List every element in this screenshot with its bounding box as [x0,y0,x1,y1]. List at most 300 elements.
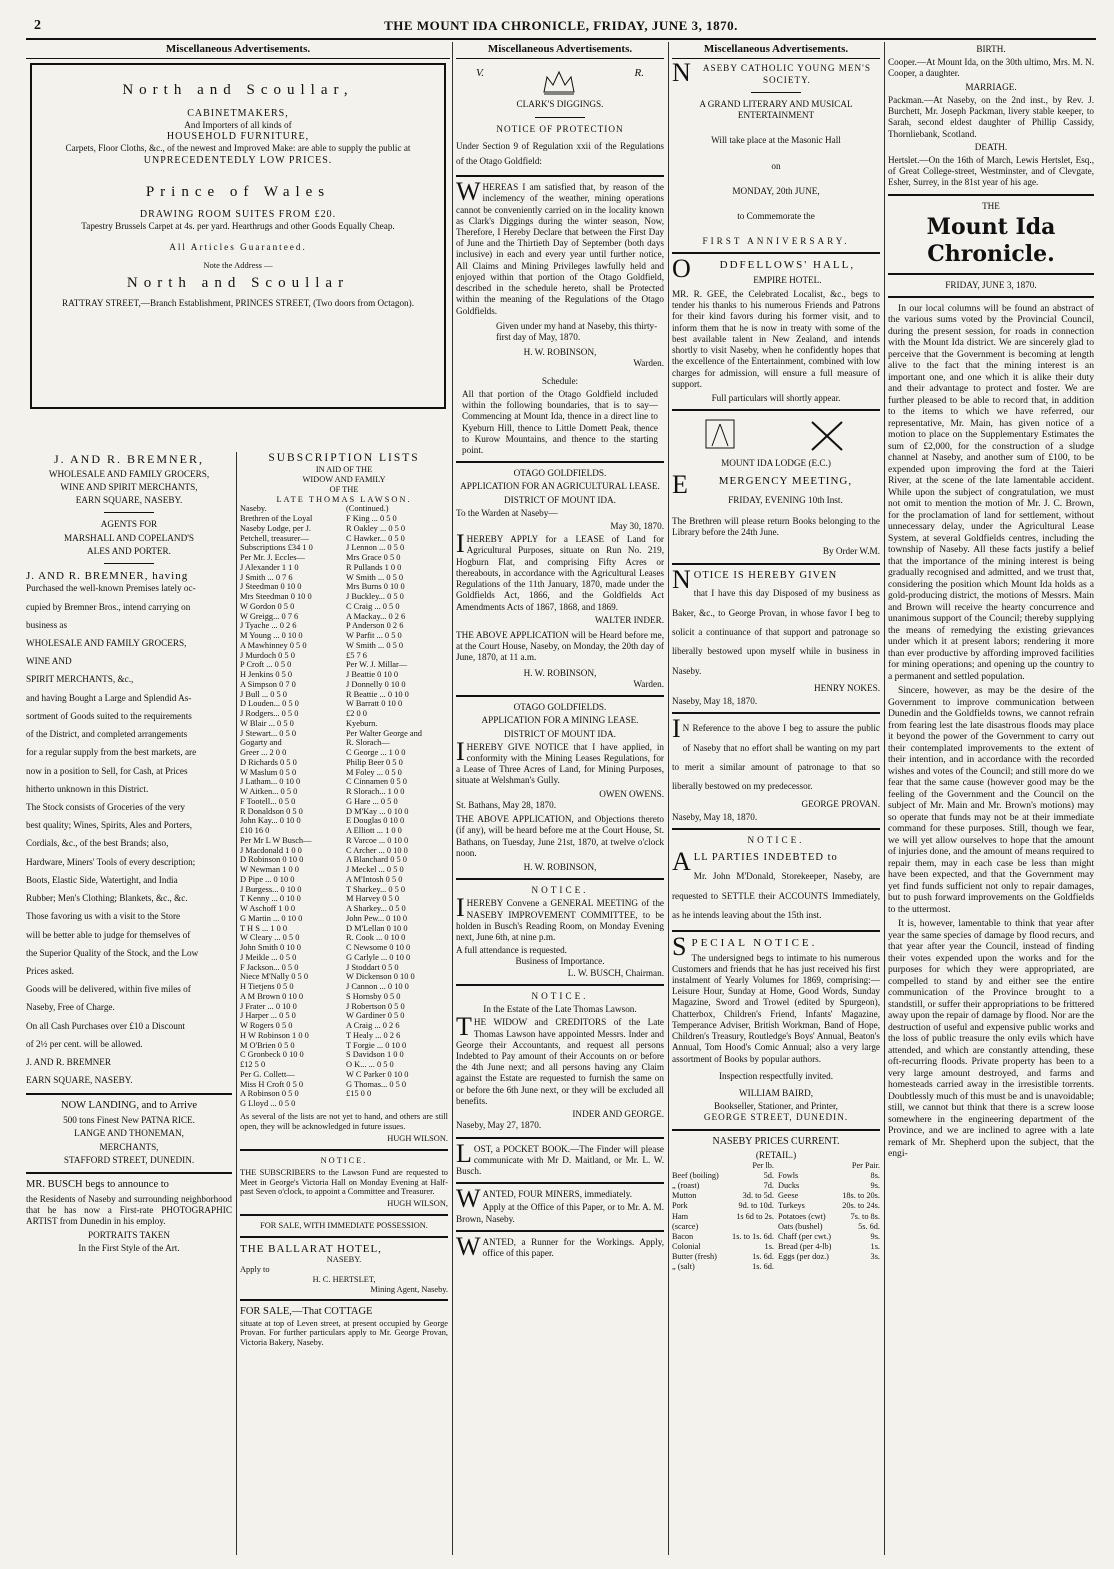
price-row [672,1252,774,1262]
running-title: THE MOUNT IDA CHRONICLE, FRIDAY, JUNE 3, 1870. [384,18,738,33]
ad-signature: GEORGE PROVAN. [801,798,880,809]
price-value: 1s 6d to 2s. [736,1211,774,1221]
price-item: Potatoes (cwt) [778,1211,826,1221]
list-item: E Douglas 0 10 0 [346,816,405,826]
list-item: J Macdonald 1 0 0 [240,845,302,855]
list-item: Prices asked. [26,965,74,976]
list-item: Naseby Lodge, per J. [240,523,311,533]
ad-title: North and Scoullar, [122,82,354,99]
ad-body: WANTED, a Runner for the Workings. Apply, office of this paper. [456,1231,664,1261]
price-value: 8s. [870,1171,880,1181]
ad-signature: H. W. ROBINSON, [523,347,597,358]
price-table [672,1161,880,1272]
price-item: Chaff (per cwt.) [778,1231,832,1241]
price-item: Bacon [672,1231,694,1241]
list-item: T Forgie ... 0 10 0 [346,1040,407,1050]
price-row [778,1191,880,1201]
column-rule [884,42,885,1555]
cipher-v: V. [476,67,485,80]
ad-line: (RETAIL.) [755,1149,797,1160]
list-item: of the District, and completed arrangements [26,729,188,740]
list-item: Boots, Elastic Side, Watertight, and India [26,874,178,885]
ad-body: the Residents of Naseby and surrounding neighborhood that he has now a First-rate PHOTOGRAPHIC ARTIST from Dunedin in his employ. [26,1193,232,1227]
notice-heading: DEATH. [974,141,1008,152]
price-value: 7d. [763,1181,774,1191]
list-item: J Harper ... 0 5 0 [240,1011,296,1021]
list-item: Goods will be delivered, within five miles of [26,984,191,995]
busch-ad [26,1179,232,1254]
ad-line: WHOLESALE AND FAMILY GROCERS, [48,468,210,479]
list-item: John Pew... 0 10 0 [346,913,408,923]
ad-line: HOUSEHOLD FURNITURE, [166,131,310,143]
ad-body: IHEREBY Convene a GENERAL MEETING of the NASEBY IMPROVEMENT COMMITTEE, to be holden in Busch's Reading Room, on Monday Evening next, June 6th, at nine p.m. [456,893,664,943]
ad-signature: WILLIAM BAIRD, [739,1087,813,1098]
ad-title: NOTICE OF PROTECTION [496,123,624,134]
ad-line: MONDAY, 20th JUNE, [732,185,820,196]
price-item: (scarce) [672,1221,699,1231]
list-item: £5 7 6 [346,650,367,660]
list-item: W Maslum 0 5 0 [240,767,297,777]
list-item: H W Robinson 1 0 0 [240,1030,309,1040]
list-item: T H S ... 1 0 0 [240,923,288,933]
ad-title: OTAGO GOLDFIELDS. [513,468,607,479]
editorial-paragraph: It is, however, lamentable to think that year after year the same species of damage by flood recurs, and that year after year the Council, instead of finding their votes expended upon the works and for the purposes for which they were appropriated, are compelled to stand by and either see the entire communication of the Province brought to a standstill, or suffer their appropriations to be frittered away upon the repair of damage by flood. Nor are the destruction of useful and expensive public works and the loss of public treasure the only evils which have attended, and which are constantly attending, these oft-recurring floods. Private property has been to a very large amount destroyed, and farms and homesteads carried away in the irresistible torrents. Doubtlessly much of this must be and is unavoidable; still, we cannot but think that there is a screw loose somewhere in the engineering department of the Province, and we are inclined to agree with a late remark of Mr. Shepherd upon the subject, that the engi- [888,918,1094,1160]
page-number: 2 [34,18,42,33]
list-item: R. Slorach— [346,738,390,748]
ad-line: St. Bathans, May 28, 1870. [456,799,557,810]
crown-icon [539,67,579,97]
price-row [672,1201,774,1211]
price-row [778,1181,880,1191]
list-item: W Smith ... 0 5 0 [346,572,404,582]
list-item: Per G. Collett— [240,1069,295,1079]
price-value: 3d. to 5d. [742,1191,774,1201]
list-item: Per Mr. J. Eccles— [240,553,305,563]
list-item: A Mackay... 0 2 6 [346,611,406,621]
ad-signature: OWEN OWENS. [599,788,664,799]
price-row [672,1171,774,1181]
list-item: H Jenkins 0 5 0 [240,670,293,680]
subscription-table [240,504,448,1109]
list-item: J Latham... 0 10 0 [240,777,301,787]
list-item: M Harvey 0 5 0 [346,894,400,904]
price-row [672,1181,774,1191]
list-item: W Gordon 0 5 0 [240,601,295,611]
ad-title: NOTICE. [531,990,589,1001]
price-value: 1s. [764,1241,774,1251]
list-item: £15 0 0 [346,1089,372,1099]
ad-title: J. AND R. BREMNER, having [26,569,189,582]
price-item: Pork [672,1201,688,1211]
price-value: 20s. to 24s. [842,1201,880,1211]
list-item: J Frater ... 0 10 0 [240,1001,297,1011]
ad-title: SPECIAL NOTICE. [672,932,818,962]
ad-body: IHEREBY GIVE NOTICE that I have applied, in conformity with the Mining Leases Regulations, for a Lease of Three Acres of Land, for Mining Purposes, situate at Welshman's Gully. [456,736,664,786]
notice-body: Packman.—At Naseby, on the 2nd inst., by Rev. J. Burchett, Mr. Joseph Packman, livery stable keeper, to Sarah, second eldest daughter of Phillip Cassidy, Thornliebank, Scotland. [888,94,1094,139]
price-item: „ (roast) [672,1181,700,1191]
list-item: J Stewart... 0 5 0 [240,728,297,738]
list-item: Subscriptions £34 1 0 [240,543,313,553]
ad-body: The Brethren will please return Books belonging to the Library before the 24th June. [672,516,880,538]
list-item: A Simpson 0 7 0 [240,679,296,689]
running-head [26,14,1096,40]
ad-signature: HUGH WILSON. [387,1134,448,1144]
notice-heading: BIRTH. [976,44,1006,54]
price-row [672,1191,774,1201]
ad-body: MR. R. GEE, the Celebrated Localist, &c., begs to tender his thanks to his numerous Friends and Patrons for their kind favors during his former visit, and to inform them that he is now in treaty with some of the best available talent in New Zealand, and intends shortly to visit Naseby, when he confidently hopes that the excellence of the Entertainment, combined with low charges for admission, will ensure a full measure of support. [672,289,880,389]
list-item: Philip Beer 0 5 0 [346,757,403,767]
list-item: C George ... 1 0 0 [346,748,406,758]
ad-title: DISTRICT OF MOUNT IDA. [504,494,616,505]
list-item: M Young ... 0 10 0 [240,631,303,641]
list-item: D Richards 0 5 0 [240,757,297,767]
list-item: R. Cook ... 0 10 0 [346,933,406,943]
list-item: John Smith 0 10 0 [240,943,301,953]
ad-line: on [771,160,781,171]
ad-line: Inspection respectfully invited. [718,1070,834,1081]
ad-body: LOST, a POCKET BOOK.—The Finder will please communicate with Mr D. Maitland, or Mr. L. W. Busch. [456,1138,664,1176]
list-item: W Aitken... 0 5 0 [240,787,298,797]
list-item: W Parfit ... 0 5 0 [346,631,402,641]
list-item: J Alexander 1 1 0 [240,562,299,572]
ad-body: WHEREAS I am satisfied that, by reason of the inclemency of the weather, mining operations cannot be conveniently carried on in the locality known as Clark's Diggings during the winter season, Now, Therefore, I Hereby Declare that between the First Day of June and the Thirtieth Day of September (both days inclusive) in each and every year until further notice, All Claims and Mining Privileges lawfully held and enjoyed within that portion of the Otago Goldfield, described in the schedule hereto, shall be Protected within the meaning of the Regulations of the Otago Goldfields. [456,177,664,316]
section-header: Miscellaneous Advertisements. [672,42,880,59]
ad-line: PORTRAITS TAKEN [88,1229,170,1240]
list-item: Kyeburn. [346,718,378,728]
price-item: Turkeys [778,1201,805,1211]
section-header: Miscellaneous Advertisements. [26,42,450,59]
list-item: D M'Lellan 0 10 0 [346,923,408,933]
list-item: WINE AND [26,656,72,667]
ad-line: Business of Importance. [515,956,605,967]
ad-title: THE BALLARAT HOTEL, [240,1242,382,1255]
ad-line: Naseby, May 27, 1870. [456,1120,542,1131]
list-item: A M'Intosh 0 5 0 [346,874,403,884]
list-item: £2 0 0 [346,709,367,719]
ad-line: Naseby, May 18, 1870. [672,811,758,822]
ad-body: All that portion of the Otago Goldfield included within the following boundaries, that is to say—Commencing at Mount Ida, thence in a direct line to Kyeburn Hill, thence to Little Domett Peak, thence to Kurow Mountains, and thence to the starting point. [462,388,658,455]
ad-line: OF THE [329,484,359,494]
list-item: Petchell, treasurer— [240,533,309,543]
ad-line: And Importers of all kinds of [184,119,292,130]
ad-line: Apply to [240,1265,270,1275]
price-value: 5s. 6d. [858,1221,880,1231]
ad-line: AGENTS FOR [100,519,158,530]
price-col-header: Per lb. [752,1161,774,1170]
price-item: Ham [672,1211,689,1221]
list-item: SPIRIT MERCHANTS, &c., [26,674,134,685]
list-item: F King ... 0 5 0 [346,514,397,524]
price-row [672,1212,774,1222]
catholic-ad [672,99,880,248]
ad-title: Schedule: [541,375,579,386]
list-item: G Thomas... 0 5 0 [346,1079,407,1089]
subscription-ad [240,452,448,504]
ad-line: MARSHALL AND COPELAND'S [64,532,194,543]
ad-line: EARN SQUARE, NASEBY. [75,495,183,506]
list-item: WHOLESALE AND FAMILY GROCERS, [26,638,187,648]
ad-line: All Articles Guaranteed. [169,242,307,253]
list-item: P Anderson 0 2 6 [346,621,404,631]
ad-body: IN Reference to the above I beg to assure the public of Naseby that no effort shall be wanting on my part to merit a similar amount of patronage to that so liberally bestowed on my predecessor. [672,714,880,792]
editorial-paragraph: In our local columns will be found an abstract of the various sums voted by the Provincial Council, during the present session, for roads in connection with the Mount Ida district. We are sincerely glad to perceive that the Government is becoming at length alive to the fact that the mining interest is an important one, and one which it is alike their duty and their advantage to protect and foster. We are further pleased to be able to record that, in addition to the items to which we have referred, our representative, Mr. Main, has given notice of a motion to place on the Supplementary Estimates the sum of £2,000, for the construction of a sludge channel at Naseby, and another sum of £100, to be expended upon improving the ford at the Taieri River, at the scene of the late lamentable accident. While upon the subject of congratulation, we must not omit to mention the motion of Mr. J. C. Brown, for the proclamation of land for settlement, without unnecessary delay, under the Agricultural Lease System, at several Goldfields centres, including the township of Naseby. All these facts justify a belief that the importance of the mining interest is being gradually recognised and admitted, and we trust that, considering the position which Mount Ida holds as a gold-producing district, the motions of Messrs. Main and Brown will receive the hearty concurrence and unanimous support of the Council; thereby supplying the means of remedying the existing grievances under which it at present labors; rendering it more than ever productive by affording improved facilities for mining operations; and opening up the country to a permanent and settled population. [888,302,1094,682]
list-item: C Hawker... 0 5 0 [346,533,405,543]
editorial [888,303,1094,1160]
ad-signature: HUGH WILSON, [387,1199,448,1209]
ad-body: THE ABOVE APPLICATION will be Heard before me, at the Court House, Naseby, on Monday, the 20th day of June, 1870, at 11 a.m. [456,630,664,663]
masonic-emblem-icon [672,416,880,456]
list-item: Niece M'Nally 0 5 0 [240,972,309,982]
list-item: R Beattie ... 0 10 0 [346,689,409,699]
list-item: A Blanchard 0 5 0 [346,855,407,865]
list-item: John Kay... 0 10 0 [240,816,301,826]
column-rule [668,42,669,1555]
list-item: On all Cash Purchases over £10 a Discount [26,1020,185,1031]
list-item: Rubber; Men's Clothing; Blankets, &c., &c. [26,893,188,904]
ad-line: 500 tons Finest New PATNA RICE. [63,1115,195,1126]
ad-line: Mining Agent, Naseby. [370,1284,448,1294]
ad-line: Note the Address — [203,259,273,270]
ad-signature: WALTER INDER. [594,614,664,625]
ad-line: WINE AND SPIRIT MERCHANTS, [60,481,198,492]
ad-line: CABINETMAKERS, [187,107,289,119]
list-item: T Sharkey... 0 5 0 [346,884,406,894]
ad-line: Tapestry Brussels Carpet at 4s. per yard. Hearthrugs and other Goods Equally Cheap. [81,221,395,232]
list-item: Miss H Croft 0 5 0 [240,1079,304,1089]
ad-line: Warden. [633,358,664,369]
price-item: Oats (bushel) [778,1221,823,1231]
ad-body: Apply at the Office of this Paper, or to Mr. A. M. Brown, Naseby. [456,1202,664,1224]
ad-title: North and Scoullar [126,274,350,291]
list-item: T Healy ... 0 2 6 [346,1030,401,1040]
ad-title: SUBSCRIPTION LISTS [268,452,420,464]
list-item: J Buckley... 0 5 0 [346,592,404,602]
list-item: of 2½ per cent. will be allowed. [26,1038,143,1049]
list-item: best quality; Wines, Spirits, Ales and Porters, [26,820,193,831]
ad-line: STAFFORD STREET, DUNEDIN. [63,1154,195,1165]
ad-title: WANTED, FOUR MINERS, immediately. [456,1184,633,1214]
masthead: Mount Ida Chronicle. [926,213,1056,267]
list-item: C Craig ... 0 5 0 [346,601,400,611]
list-item: J Bull ... 0 5 0 [240,689,287,699]
list-item: J Tyache ... 0 2 6 [240,621,297,631]
price-value: 9d. to 10d. [738,1201,774,1211]
ad-title: OTAGO GOLDFIELDS. [513,702,607,713]
ad-line: LATE THOMAS LAWSON. [276,494,412,504]
ad-line: to Commemorate the [737,210,815,221]
list-item: R Varcoe ... 0 10 0 [346,835,409,845]
ad-signature: H. W. ROBINSON, [523,667,597,678]
ad-line: To the Warden at Naseby— [456,507,558,518]
list-item: F Jackson... 0 5 0 [240,962,299,972]
list-item: for a regular supply from the best markets, are [26,747,197,758]
ad-line: MERCHANTS, [99,1141,159,1152]
ad-signature: HENRY NOKES. [813,683,880,694]
ad-title: J. AND R. BREMNER, [53,452,205,466]
price-col-header: Per Pair. [851,1161,880,1170]
list-item: P Croft ... 0 5 0 [240,660,292,670]
ad-line: IN AID OF THE [315,465,373,475]
column-5 [888,42,1094,1555]
list-item: A Sharkey... 0 5 0 [346,904,406,914]
ad-line: WIDOW AND FAMILY [302,475,386,485]
list-item: O K... ... 0 5 0 [346,1060,394,1070]
price-item: Ducks [778,1181,800,1191]
price-value: 3s. [870,1251,880,1261]
price-item: Beef (boiling) [672,1171,719,1181]
ad-title: MOUNT IDA LODGE (E.C.) [721,458,831,469]
price-item: Fowls [778,1171,799,1181]
list-item: J Smith ... 0 7 6 [240,572,293,582]
ad-line: Bookseller, Stationer, and Printer, [714,1101,838,1112]
list-item: D M'Kay ... 0 10 0 [346,806,409,816]
list-item: Cordials, &c., of the best Brands; also, [26,838,169,849]
ad-signature: H. W. ROBINSON, [523,861,597,872]
price-item: Colonial [672,1241,701,1251]
list-item: M Foley ... 0 5 0 [346,767,402,777]
price-row [672,1232,774,1242]
section-header: Miscellaneous Advertisements. [456,42,664,59]
bremner-ad [26,452,232,564]
ad-title: APPLICATION FOR A MINING LEASE. [481,715,639,726]
ad-line: A GRAND LITERARY AND MUSICAL ENTERTAINMENT [699,98,853,121]
price-row [778,1212,880,1222]
ad-line: RATTRAY STREET,—Branch Establishment, PRINCES STREET, (Two doors from Octagon). [61,298,415,309]
price-item: Eggs (per doz.) [778,1251,829,1261]
list-item: W C Parker 0 10 0 [346,1069,409,1079]
list-item: D Robinson 0 10 0 [240,855,304,865]
list-item: Mrs Burns 0 10 0 [346,582,405,592]
ad-line: DRAWING ROOM SUITES FROM £20. [139,209,337,220]
list-item: £10 16 0 [240,826,270,836]
subscription-list-right [346,504,448,1109]
list-item: W Cleary ... 0 5 0 [240,933,300,943]
price-row [778,1201,880,1211]
lange-ad [26,1100,232,1166]
ad-title: FOR SALE,—That COTTAGE [240,1306,373,1318]
list-item: R Slorach... 1 0 0 [346,787,405,797]
list-item: W Newman 1 0 0 [240,865,299,875]
cipher-r: R. [634,67,644,80]
list-item: W Aschoff 1 0 0 [240,904,296,914]
ad-line: Given under my hand at Naseby, this thirty-first day of May, 1870. [496,320,658,342]
ad-line: FIRST ANNIVERSARY. [702,236,850,247]
column-4 [672,42,880,1555]
list-item: Brethren of the Loyal [240,514,313,524]
notice-body: Hertslet.—On the 16th of March, Lewis Hertslet, Esq., of Great College-street, Westminster, and of Clevgate, Esher, Surrey, in the 81st year of his age. [888,154,1094,188]
list-item: A Robinson 0 5 0 [240,1089,299,1099]
price-item: „ (salt) [672,1262,695,1272]
ad-title: NOTICE. [531,885,589,896]
list-item: Greer ... 2 0 0 [240,748,287,758]
masthead-the: THE [982,200,1000,211]
ad-line: Naseby, May 18, 1870. [672,696,758,707]
price-item: Mutton [672,1191,697,1201]
ad-title: ODDFELLOWS' HALL, [672,254,856,284]
list-item: S Hornsby 0 5 0 [346,991,401,1001]
notice-body: Cooper.—At Mount Ida, on the 30th ultimo, Mrs. M. N. Cooper, a daughter. [888,57,1094,79]
ad-title: NASEBY CATHOLIC YOUNG MEN'S SOCIETY. [672,58,871,88]
list-item: A Elliott ... 1 0 0 [346,826,402,836]
list-item: J Cannon ... 0 10 0 [346,982,409,992]
list-item: J Lennon ... 0 5 0 [346,543,405,553]
ad-line: FRIDAY, EVENING 10th Inst. [728,494,843,505]
ad-body: Mr. John M'Donald, Storekeeper, Naseby, are requested to SETTLE their ACCOUNTS Immediately, as he intends leaving about the 15th inst. [672,871,880,920]
editorial-paragraph: Sincere, however, as may be the desire of the Government to improve communication between Dunedin and the Goldfields towns, we cannot refrain from fearing lest the late disastrous floods may place it beyond the power of the Government to carry out their contemplated improvements to the extent of their intention, and in accordance with the recorded wishes and votes of the Council; and still more do we fear that the same cause (however good may be the feeling of the Government and the Council on the subject of Mr. Main and Mr. Brown's motions) may so operate that funds may not be at their immediate command for these purposes. Still, though we fear, we will yet allow ourselves to hope that the amount of injuries done, and the amount of means required to repair them, may in each case be less than might have been expected, and that the Government may yet find funds sufficient not only to repair damages, but to push forward improvements on the Goldfields to the uttermost. [888,685,1094,915]
price-table-title: NASEBY PRICES CURRENT. [712,1135,840,1147]
ad-line: ALES AND PORTER. [87,545,171,556]
ad-title: MR. BUSCH begs to announce to [26,1179,169,1191]
list-item: J Robertson 0 5 0 [346,1001,405,1011]
list-item: J Meckel ... 0 5 0 [346,865,404,875]
royal-cipher [456,63,664,97]
list-item: J Donnelly 0 10 0 [346,679,406,689]
ad-body [26,583,232,1086]
ad-body: THE WIDOW and CREDITORS of the Late Thomas Lawson have appointed Messrs. Inder and George their Accountants, and request all persons Indebted to Pay amount of their Accounts on or before the 4th June next; and all persons having any Claim against the Estate are requested to furnish the same on or before the 6th June next, or they will be excluded all benefits. [456,1012,664,1106]
list-item: the Superior Quality of the Stock, and the Low [26,947,199,958]
list-item: cupied by Bremner Bros., intend carrying on [26,601,191,612]
list-item: and having Bought a Large and Splendid As- [26,692,192,703]
list-item: Purchased the well-known Premises lately oc- [26,583,196,594]
ad-body: As several of the lists are not yet to hand, and others are still open, they will be acknowledged in future issues. [240,1111,448,1131]
list-item: G Lloyd ... 0 5 0 [240,1099,296,1109]
ad-line: May 30, 1870. [610,521,664,532]
ad-title: NOW LANDING, and to Arrive [61,1100,197,1112]
list-item: hitherto unknown in this District. [26,783,149,794]
price-row [778,1242,880,1252]
list-item: J Murdoch 0 5 0 [240,650,295,660]
ad-line: GEORGE STREET, DUNEDIN. [703,1112,849,1123]
ad-title: FOR SALE, WITH IMMEDIATE POSSESSION. [260,1220,428,1230]
price-value: 1s. 6d. [752,1251,774,1261]
list-item: G Martin ... 0 10 0 [240,913,303,923]
price-row [778,1171,880,1181]
ad-title: NOTICE. [320,1156,368,1166]
ad-line: Full particulars will shortly appear. [711,392,841,403]
ad-line: UNPRECEDENTEDLY LOW PRICES. [143,154,333,166]
list-item: Mrs Grace 0 5 0 [346,553,401,563]
price-row [778,1252,880,1262]
list-item: S Davidson 1 0 0 [346,1050,404,1060]
ad-signature: L. W. BUSCH, Chairman. [567,967,664,978]
list-item: D Pipe ... 0 10 0 [240,874,295,884]
list-item: Naseby. [240,504,267,514]
list-item: R Donaldson 0 5 0 [240,806,303,816]
list-item: J Burgess... 0 10 0 [240,884,302,894]
list-item: J Beattie 0 10 0 [346,670,399,680]
list-item: C Newsome 0 10 0 [346,943,411,953]
subscription-list-left [240,504,342,1109]
column-1 [26,452,232,1555]
list-item: business as [26,619,68,630]
ad-line: In the First Style of the Art. [78,1242,180,1253]
ad-body: THE ABOVE APPLICATION, and Objections thereto (if any), will be heard before me at the Court House, St. Bathans, on Tuesday, June 21st, 1870, at twelve o'clock noon. [456,814,664,858]
ad-line: A full attendance is requested. [456,945,567,956]
price-row [672,1262,774,1272]
ad-title: Prince of Wales [145,183,331,200]
price-value: 1s. [870,1241,880,1251]
list-item: G Hare ... 0 5 0 [346,796,398,806]
list-item: C Gronbeck 0 10 0 [240,1050,304,1060]
list-item: Per Walter George and [346,728,422,738]
ad-title: CLARK'S DIGGINGS. [516,99,604,110]
list-item: C Archer ... 0 10 0 [346,845,408,855]
column-3 [456,42,664,1555]
notice-heading: MARRIAGE. [965,81,1017,92]
price-value: 9s. [870,1181,880,1191]
ad-body: The undersigned begs to intimate to his numerous Customers and friends that he has just received his first instalment of Yearly Volumes for 1869, comprising:—Leisure Hour, Sunday at Home, Good Words, Sunday Magazine, Sword and Trowel (edited by Spurgeon), Chatterbox, Children's Friend, Infants' Magazine, Temperance Adviser, British Workman, Band of Hope, Children's Treasury, Routledge's Boys' Annual, Beaton's Annual, Tom Hood's Comic Annual; also a very large assortment of Books by popular authors. [672,952,880,1064]
ad-title: NOTICE. [747,835,805,846]
